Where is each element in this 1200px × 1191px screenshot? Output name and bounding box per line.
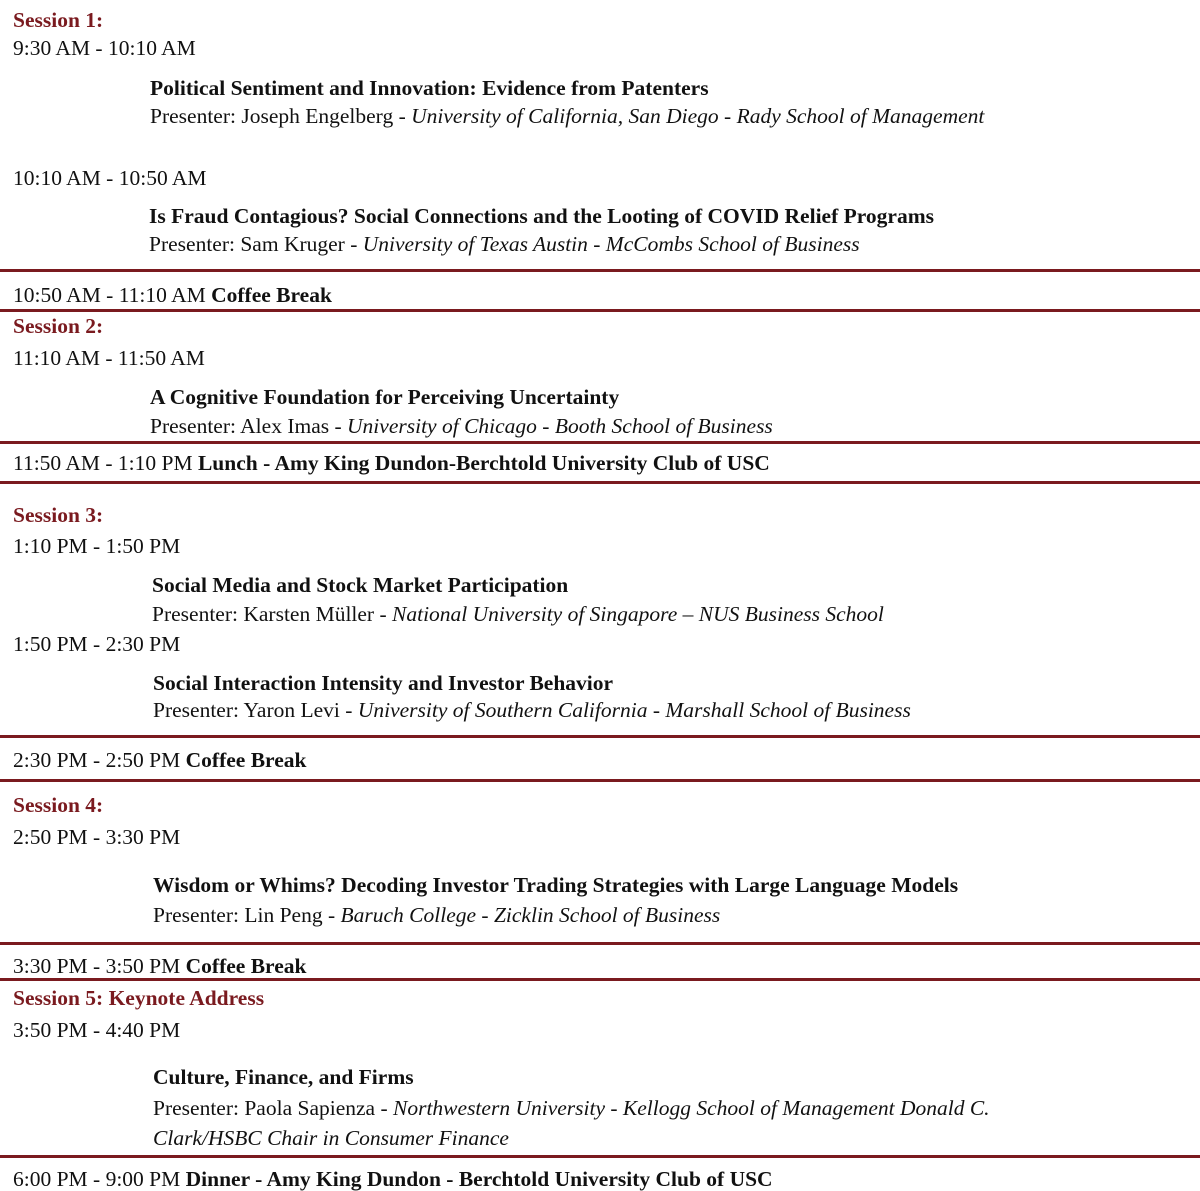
dinner-label: Dinner - Amy King Dundon - Berchtold University Club of USC: [185, 1167, 773, 1191]
session-4-slot-1-time: 2:50 PM - 3:30 PM: [13, 825, 181, 849]
session-1-slot-2-title: Is Fraud Contagious? Social Connections and the Looting of COVID Relief Programs: [149, 204, 934, 228]
divider: [0, 978, 1200, 981]
dinner-time: 6:00 PM - 9:00 PM: [13, 1167, 186, 1191]
presenter-affiliation: University of Chicago - Booth School of Business: [347, 414, 773, 438]
session-4-slot-1-title: Wisdom or Whims? Decoding Investor Trading Strategies with Large Language Models: [153, 873, 959, 897]
session-5-slot-1-title: Culture, Finance, and Firms: [153, 1065, 414, 1089]
break-time: 2:30 PM - 2:50 PM: [13, 748, 186, 772]
dinner: [13, 1169, 773, 1191]
presenter-affiliation-continued: Clark/HSBC Chair in Consumer Finance: [153, 1126, 509, 1150]
session-4-slot-1-presenter: [153, 905, 720, 927]
coffee-break-2: [13, 750, 306, 772]
divider: [0, 735, 1200, 738]
session-2-slot-1-title: A Cognitive Foundation for Perceiving Uncertainty: [150, 385, 620, 409]
session-3-slot-2-time: 1:50 PM - 2:30 PM: [13, 632, 181, 656]
presenter-name: Presenter: Alex Imas -: [150, 414, 348, 438]
presenter-affiliation: University of Southern California - Marshall School of Business: [357, 698, 911, 722]
session-2-slot-1-presenter: [150, 416, 773, 438]
presenter-affiliation: University of Texas Austin - McCombs School of Business: [362, 232, 860, 256]
presenter-name: Presenter: Yaron Levi -: [153, 698, 358, 722]
lunch: [13, 453, 770, 475]
lunch-label: Lunch - Amy King Dundon-Berchtold University Club of USC: [197, 451, 770, 475]
presenter-name: Presenter: Paola Sapienza -: [153, 1096, 393, 1120]
session-3-slot-1-presenter: [152, 604, 884, 626]
break-label: Coffee Break: [185, 748, 307, 772]
session-5-heading: Session 5: Keynote Address: [13, 986, 265, 1010]
session-2-heading: Session 2:: [13, 314, 104, 338]
break-time: 3:30 PM - 3:50 PM: [13, 954, 186, 978]
presenter-affiliation: Baruch College - Zicklin School of Business: [340, 903, 721, 927]
presenter-name: Presenter: Sam Kruger -: [149, 232, 363, 256]
break-time: 10:50 AM - 11:10 AM: [13, 283, 212, 307]
session-5-slot-1-presenter: [153, 1098, 990, 1120]
session-1-heading: Session 1:: [13, 8, 104, 32]
break-label: Coffee Break: [211, 283, 332, 307]
divider: [0, 779, 1200, 782]
divider: [0, 269, 1200, 272]
session-1-slot-1-time: 9:30 AM - 10:10 AM: [13, 36, 196, 60]
session-1-slot-1-presenter: [150, 106, 984, 128]
presenter-name: Presenter: Karsten Müller -: [152, 602, 393, 626]
session-1-slot-2-time: 10:10 AM - 10:50 AM: [13, 166, 207, 190]
session-3-slot-1-time: 1:10 PM - 1:50 PM: [13, 534, 181, 558]
session-3-slot-2-title: Social Interaction Intensity and Investor Behavior: [153, 671, 614, 695]
session-3-slot-2-presenter: [153, 700, 911, 722]
divider: [0, 942, 1200, 945]
presenter-affiliation: Northwestern University - Kellogg School of Management Donald C.: [393, 1096, 990, 1120]
presenter-affiliation: University of California, San Diego - Rady School of Management: [411, 104, 985, 128]
divider: [0, 1155, 1200, 1158]
session-3-heading: Session 3:: [13, 503, 104, 527]
session-5-slot-1-time: 3:50 PM - 4:40 PM: [13, 1018, 181, 1042]
presenter-name: Presenter: Joseph Engelberg -: [150, 104, 412, 128]
divider: [0, 309, 1200, 312]
session-3-slot-1-title: Social Media and Stock Market Participation: [152, 573, 569, 597]
session-1-slot-1-title: Political Sentiment and Innovation: Evidence from Patenters: [150, 76, 709, 100]
coffee-break-3: [13, 956, 306, 978]
break-label: Coffee Break: [185, 954, 307, 978]
coffee-break-1: [13, 285, 332, 307]
presenter-name: Presenter: Lin Peng -: [153, 903, 341, 927]
session-2-slot-1-time: 11:10 AM - 11:50 AM: [13, 346, 205, 370]
session-1-slot-2-presenter: [149, 234, 860, 256]
presenter-affiliation: National University of Singapore – NUS Business School: [392, 602, 884, 626]
divider: [0, 481, 1200, 484]
lunch-time: 11:50 AM - 1:10 PM: [13, 451, 198, 475]
divider: [0, 441, 1200, 444]
session-4-heading: Session 4:: [13, 793, 104, 817]
